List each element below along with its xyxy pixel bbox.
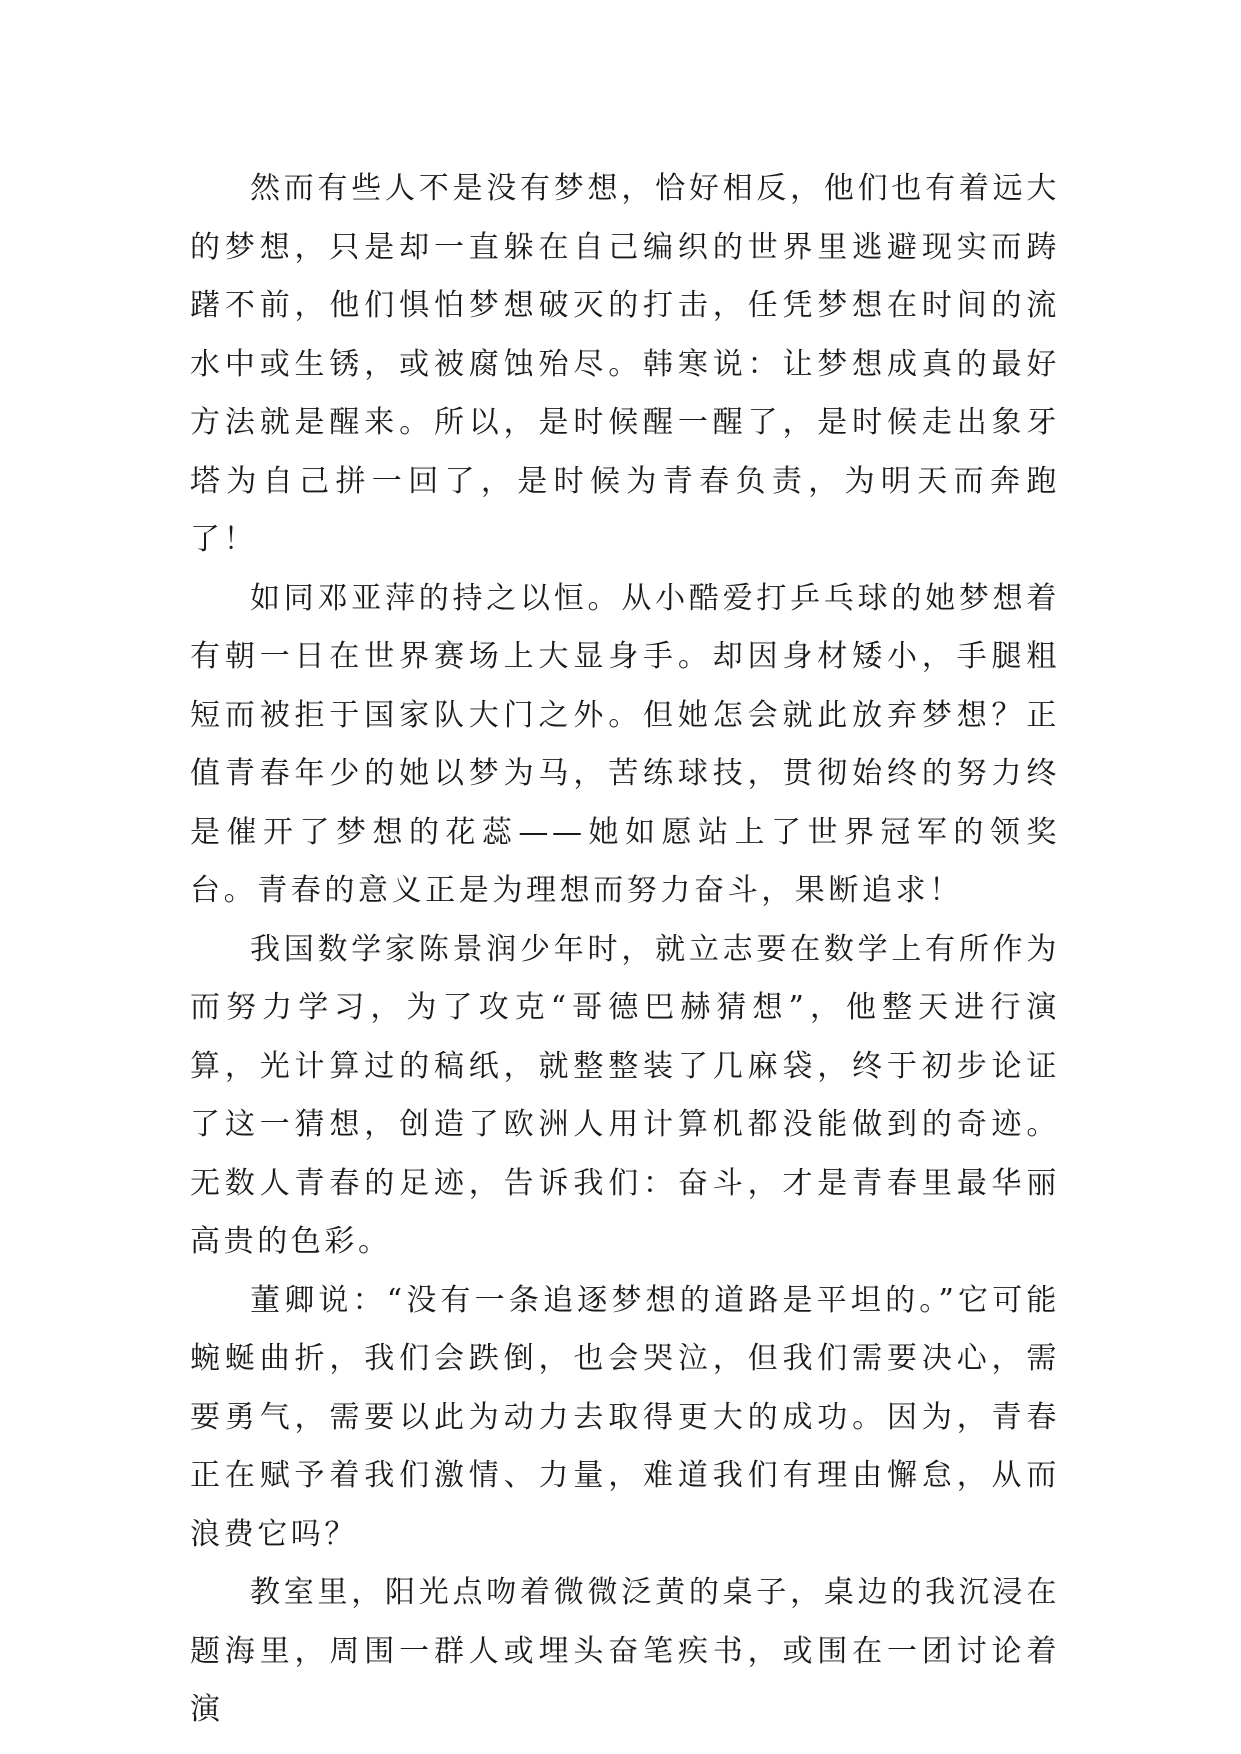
document-body [190, 160, 1060, 1740]
paragraph-3: 我国数学家陈景润少年时，就立志要在数学上有所作为而努力学习，为了攻克“哥德巴赫猜想”，他整天进行演算，光计算过的稿纸，就整整装了几麻袋，终于初步论证了这一猜想，创造了欧洲人用计算机都没能做到的奇迹。无数人青春的足迹，告诉我们：奋斗，才是青春里最华丽高贵的色彩。 [190, 931, 1060, 1259]
paragraph-2: 如同邓亚萍的持之以恒。从小酷爱打乒乓球的她梦想着有朝一日在世界赛场上大显身手。却因身材矮小，手腿粗短而被拒于国家队大门之外。但她怎会就此放弃梦想？正值青春年少的她以梦为马，苦练球技，贯彻始终的努力终是催开了梦想的花蕊——她如愿站上了世界冠军的领奖台。青春的意义正是为理想而努力奋斗，果断追求！ [190, 580, 1060, 908]
paragraph-4: 董卿说：“没有一条追逐梦想的道路是平坦的。”它可能蜿蜒曲折，我们会跌倒，也会哭泣，但我们需要决心，需要勇气，需要以此为动力去取得更大的成功。因为，青春正在赋予着我们激情、力量，难道我们有理由懈怠，从而浪费它吗？ [190, 1282, 1060, 1552]
paragraph-1: 然而有些人不是没有梦想，恰好相反，他们也有着远大的梦想，只是却一直躲在自己编织的世界里逃避现实而踌躇不前，他们惧怕梦想破灭的打击，任凭梦想在时间的流水中或生锈，或被腐蚀殆尽。韩寒说：让梦想成真的最好方法就是醒来。所以，是时候醒一醒了，是时候走出象牙塔为自己拼一回了，是时候为青春负责，为明天而奔跑了！ [190, 171, 1060, 557]
paragraph-5: 教室里，阳光点吻着微微泛黄的桌子，桌边的我沉浸在题海里，周围一群人或埋头奋笔疾书，或围在一团讨论着演 [190, 1575, 1060, 1727]
